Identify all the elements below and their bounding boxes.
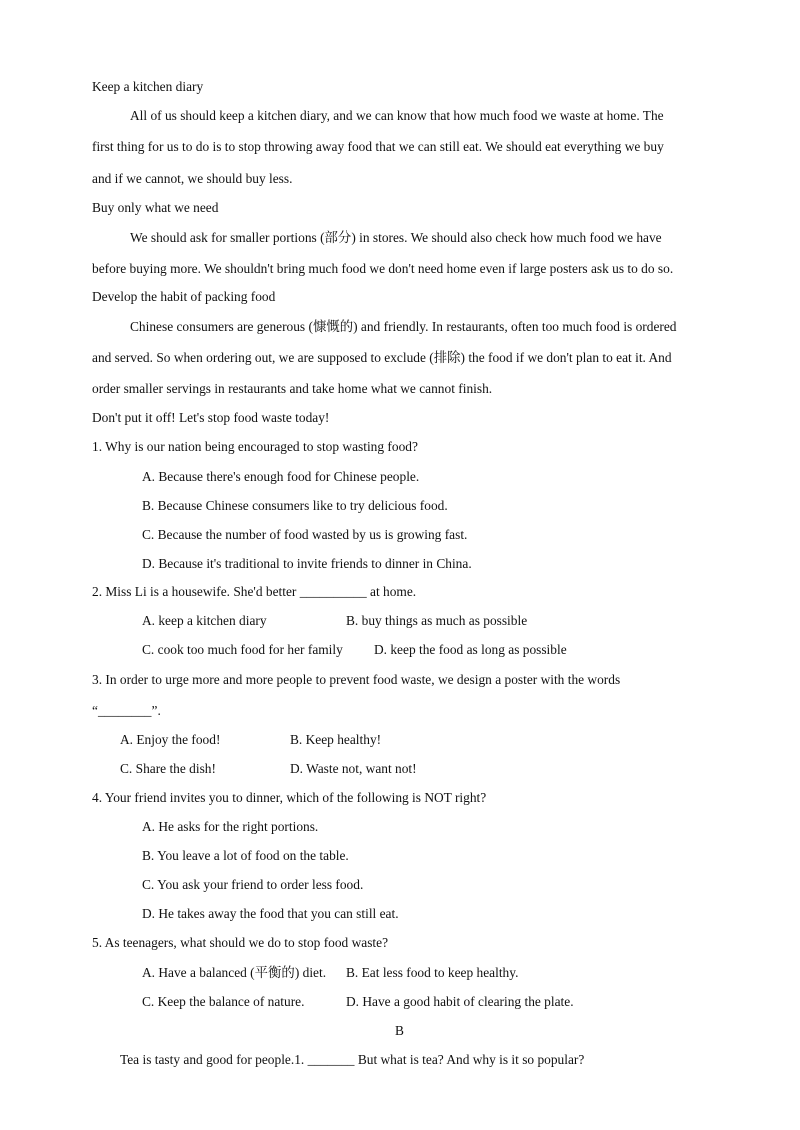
question-3-stem-continued: “________”. <box>92 703 161 718</box>
question-3-option-c[interactable]: C. Share the dish! <box>120 761 216 776</box>
question-2-stem: 2. Miss Li is a housewife. She'd better __________ at home. <box>92 584 417 599</box>
question-1-option-d[interactable]: D. Because it's traditional to invite friends to dinner in China. <box>142 556 472 571</box>
question-4-option-b[interactable]: B. You leave a lot of food on the table. <box>142 848 349 863</box>
question-1-option-a[interactable]: A. Because there's enough food for Chinese people. <box>142 469 420 484</box>
section-b-label: B <box>395 1023 404 1038</box>
question-1-option-c[interactable]: C. Because the number of food wasted by us is growing fast. <box>142 527 468 542</box>
question-3-option-d[interactable]: D. Waste not, want not! <box>290 761 417 776</box>
paragraph-kitchen-line-2: first thing for us to do is to stop throwing away food that we can still eat. We should eat everything we buy <box>92 139 664 154</box>
question-1-option-b[interactable]: B. Because Chinese consumers like to try delicious food. <box>142 498 448 513</box>
question-4-stem: 4. Your friend invites you to dinner, which of the following is NOT right? <box>92 790 487 805</box>
section-b-first-line: Tea is tasty and good for people.1. _______ But what is tea? And why is it so popular? <box>120 1052 585 1067</box>
question-3-option-a[interactable]: A. Enjoy the food! <box>120 732 221 747</box>
question-5-option-a[interactable]: A. Have a balanced (平衡的) diet. <box>142 965 327 980</box>
heading-packing-food: Develop the habit of packing food <box>92 289 276 304</box>
question-5-option-b[interactable]: B. Eat less food to keep healthy. <box>346 965 519 980</box>
question-5-stem: 5. As teenagers, what should we do to stop food waste? <box>92 935 389 950</box>
heading-keep-kitchen-diary: Keep a kitchen diary <box>92 79 204 94</box>
question-2-option-b[interactable]: B. buy things as much as possible <box>346 613 528 628</box>
question-2-option-a[interactable]: A. keep a kitchen diary <box>142 613 267 628</box>
question-3-stem: 3. In order to urge more and more people to prevent food waste, we design a poster with the words <box>92 672 621 687</box>
question-4-option-d[interactable]: D. He takes away the food that you can still eat. <box>142 906 399 921</box>
question-2-option-d[interactable]: D. keep the food as long as possible <box>374 642 567 657</box>
question-4-option-c[interactable]: C. You ask your friend to order less food. <box>142 877 364 892</box>
question-2-option-c[interactable]: C. cook too much food for her family <box>142 642 343 657</box>
paragraph-kitchen-line-3: and if we cannot, we should buy less. <box>92 171 293 186</box>
question-1-stem: 1. Why is our nation being encouraged to stop wasting food? <box>92 439 418 454</box>
heading-buy-only-what-we-need: Buy only what we need <box>92 200 219 215</box>
paragraph-pack-line-1: Chinese consumers are generous (慷慨的) and friendly. In restaurants, often too much food is ordered <box>130 319 677 334</box>
question-3-option-b[interactable]: B. Keep healthy! <box>290 732 382 747</box>
question-4-option-a[interactable]: A. He asks for the right portions. <box>142 819 319 834</box>
paragraph-pack-line-3: order smaller servings in restaurants and take home what we cannot finish. <box>92 381 493 396</box>
question-5-option-d[interactable]: D. Have a good habit of clearing the plate. <box>346 994 574 1009</box>
closing-line: Don't put it off! Let's stop food waste today! <box>92 410 330 425</box>
paragraph-buy-line-1: We should ask for smaller portions (部分) in stores. We should also check how much food we have <box>130 230 662 245</box>
question-5-option-c[interactable]: C. Keep the balance of nature. <box>142 994 305 1009</box>
paragraph-pack-line-2: and served. So when ordering out, we are supposed to exclude (排除) the food if we don't plan to eat it. And <box>92 350 672 365</box>
paragraph-kitchen-line-1: All of us should keep a kitchen diary, and we can know that how much food we waste at home. The <box>130 108 664 123</box>
paragraph-buy-line-2: before buying more. We shouldn't bring much food we don't need home even if large posters ask us to do so. <box>92 261 674 276</box>
